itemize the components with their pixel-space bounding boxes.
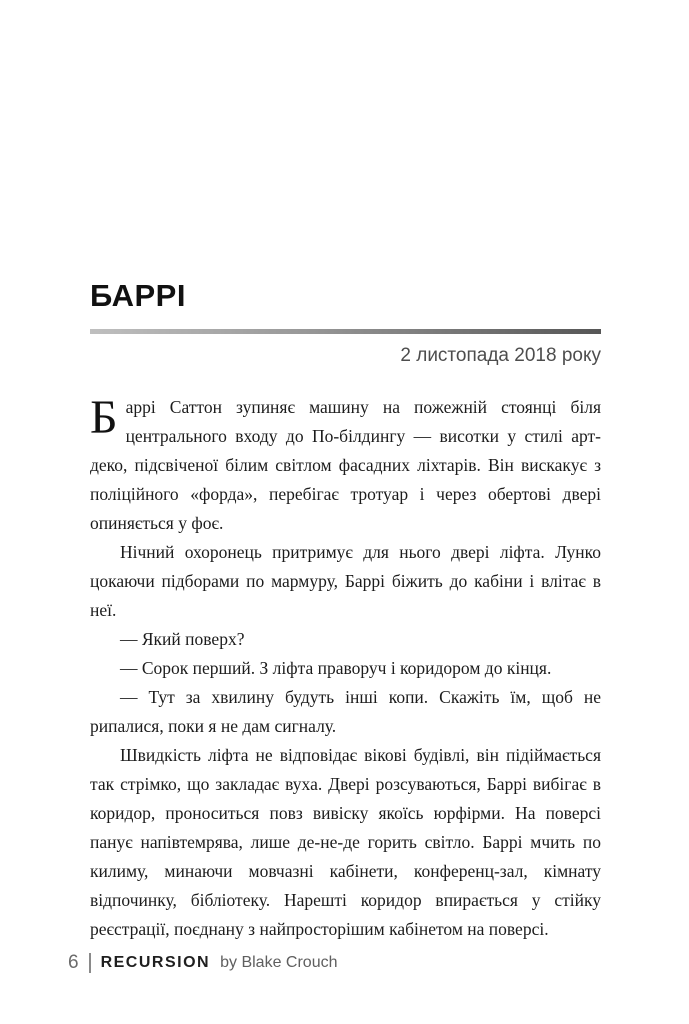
footer-book-title: RECURSION	[100, 954, 211, 971]
drop-cap: Б	[90, 391, 118, 444]
page-content	[90, 278, 601, 944]
paragraph: Швидкість ліфта не відповідає вікові будівлі, він підіймається так стрімко, що закладає вуха. Двері розсуваються, Баррі вибігає в коридор, проноситься повз вивіску якоїсь юрфірми. На поверсі панує напівтемрява, лише де-не-де горить світло. Баррі мчить по килиму, минаючи мовчазні кабінети, конференц-зал, кімнату відпочинку, бібліотеку. Нарешті коридор впирається у стійку реєстрації, поєднану з найпросторішим кабінетом на поверсі.	[90, 745, 601, 939]
paragraph-dialogue: — Тут за хвилину будуть інші копи. Скажіть їм, щоб не рипалися, поки я не дам сигналу.	[90, 687, 601, 736]
paragraph-dialogue: — Сорок перший. З ліфта праворуч і коридором до кінця.	[120, 658, 552, 678]
chapter-title: БАРРІ	[90, 278, 186, 313]
paragraph-dialogue: — Який поверх?	[120, 629, 245, 649]
body-text	[90, 393, 601, 944]
page-footer	[68, 952, 337, 974]
chapter-date: 2 листопада 2018 року	[400, 345, 601, 366]
footer-author: by Blake Crouch	[220, 954, 338, 971]
footer-separator	[89, 953, 91, 973]
paragraph-first	[90, 393, 601, 538]
page-number: 6	[68, 952, 79, 973]
chapter-divider-rule	[90, 329, 601, 334]
paragraph-first-text: аррі Саттон зупиняє машину на пожежній стоянці біля центрального входу до По-білдингу — висотки у стилі арт-деко, підсвіченої білим світлом фасадних ліхтарів. Він вискакує з поліційного «форда», перебігає тротуар і через обертові двері опиняється у фоє.	[90, 397, 601, 533]
paragraph: Нічний охоронець притримує для нього двері ліфта. Лунко цокаючи підборами по мармуру, Баррі біжить до кабіни і влітає в неї.	[90, 542, 601, 620]
